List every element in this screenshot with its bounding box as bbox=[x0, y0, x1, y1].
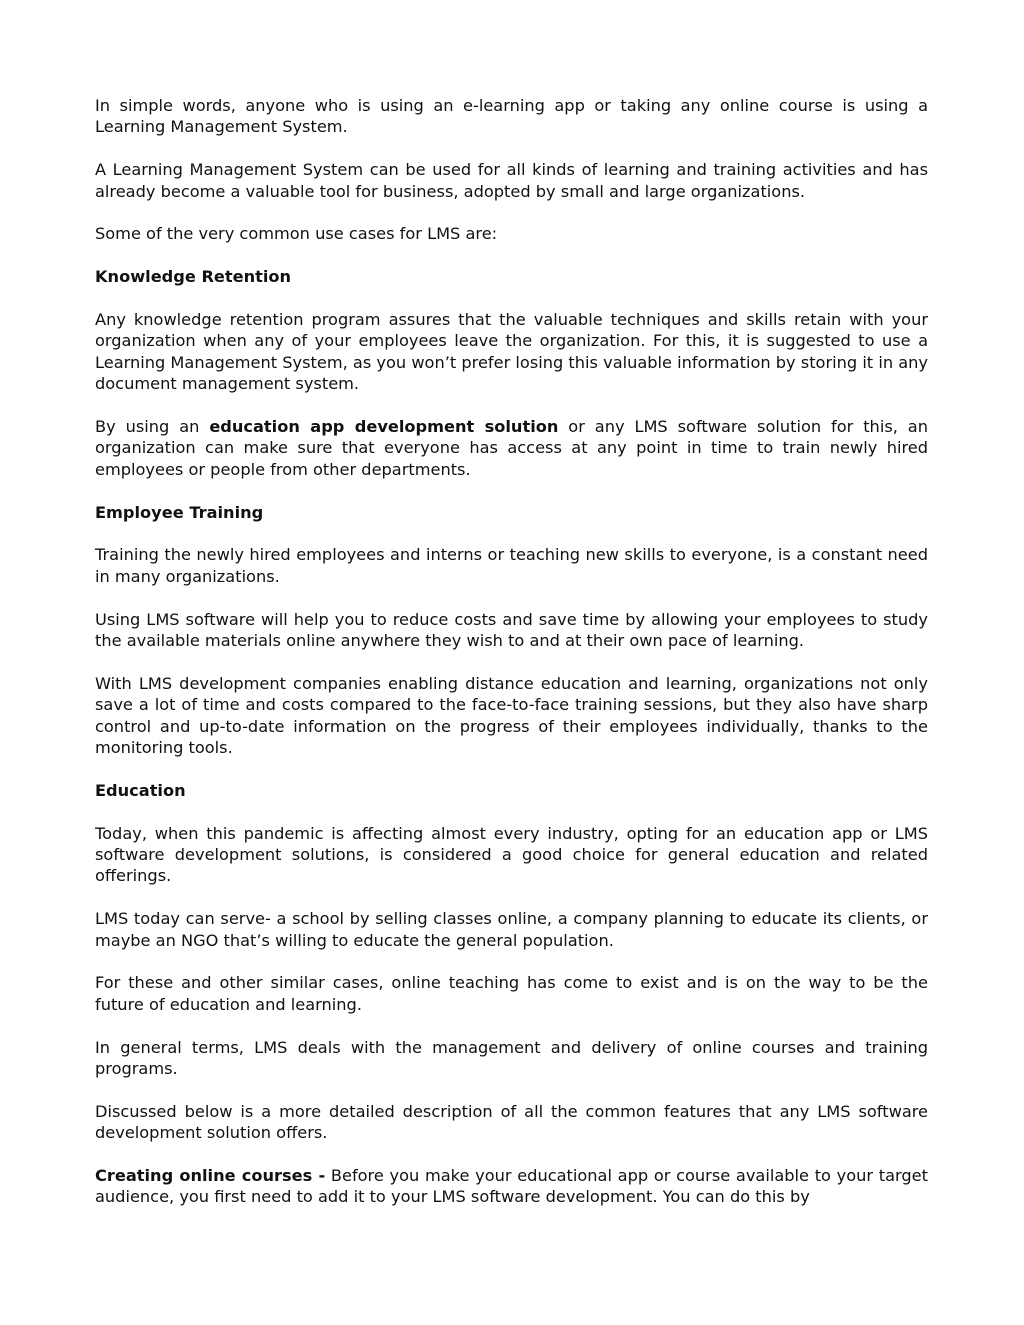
paragraph-education-3: For these and other similar cases, online teaching has come to exist and is on the way to be the future of education and learning. bbox=[95, 973, 928, 1014]
text-segment: Before you make your educational app or course available to your target audience, you first need to add it to your LMS software development. You can do this by bbox=[95, 1166, 928, 1207]
paragraph-intro-lms-uses: A Learning Management System can be used for all kinds of learning and training activities and has already become a valuable tool for business, adopted by small and large organizations. bbox=[95, 160, 928, 201]
bold-phrase-education-app-development: education app development solution bbox=[209, 417, 559, 437]
heading-education: Education bbox=[95, 780, 186, 800]
document-page bbox=[95, 95, 928, 1229]
paragraph-education-4: In general terms, LMS deals with the management and delivery of online courses and training programs. bbox=[95, 1037, 928, 1079]
paragraph-employee-training-3: With LMS development companies enabling distance education and learning, organizations not only save a lot of time and costs compared to the face-to-face training sessions, but they also have sharp control and up-to-date information on the progress of their employees individually, thanks to the monitoring tools. bbox=[95, 673, 928, 758]
paragraph-creating-online-courses bbox=[95, 1165, 928, 1208]
text-segment: By using an bbox=[95, 417, 210, 437]
paragraph-employee-training-2: Using LMS software will help you to reduce costs and save time by allowing your employees to study the available materials online anywhere they wish to and at their own pace of learning. bbox=[95, 609, 928, 651]
paragraph-intro-lms-definition: In simple words, anyone who is using an e-learning app or taking any online course is using a Learning Management System. bbox=[95, 96, 928, 137]
paragraph-education-2: LMS today can serve- a school by selling classes online, a company planning to educate its clients, or maybe an NGO that’s willing to educate the general population. bbox=[95, 909, 928, 950]
heading-knowledge-retention: Knowledge Retention bbox=[95, 267, 292, 287]
paragraph-use-cases-lead: Some of the very common use cases for LMS are: bbox=[95, 224, 498, 244]
paragraph-education-1: Today, when this pandemic is affecting almost every industry, opting for an education app or LMS software development solutions, is considered a good choice for general education and related offerings. bbox=[95, 823, 928, 886]
paragraph-knowledge-retention-1: Any knowledge retention program assures that the valuable techniques and skills retain with your organization when any of your employees leave the organization. For this, it is suggested to use a Learning Management System, as you won’t prefer losing this valuable information by storing it in any document management system. bbox=[95, 310, 928, 394]
heading-employee-training: Employee Training bbox=[95, 502, 264, 522]
paragraph-knowledge-retention-2 bbox=[95, 416, 928, 480]
text-segment: or any LMS software solution for this, an organization can make sure that everyone has access at any point in time to train newly hired employees or people from other departments. bbox=[95, 417, 928, 479]
paragraph-education-5: Discussed below is a more detailed description of all the common features that any LMS software development solution offers. bbox=[95, 1101, 928, 1143]
paragraph-employee-training-1: Training the newly hired employees and interns or teaching new skills to everyone, is a constant need in many organizations. bbox=[95, 545, 928, 586]
bold-phrase-creating-online-courses: Creating online courses - bbox=[95, 1166, 326, 1186]
